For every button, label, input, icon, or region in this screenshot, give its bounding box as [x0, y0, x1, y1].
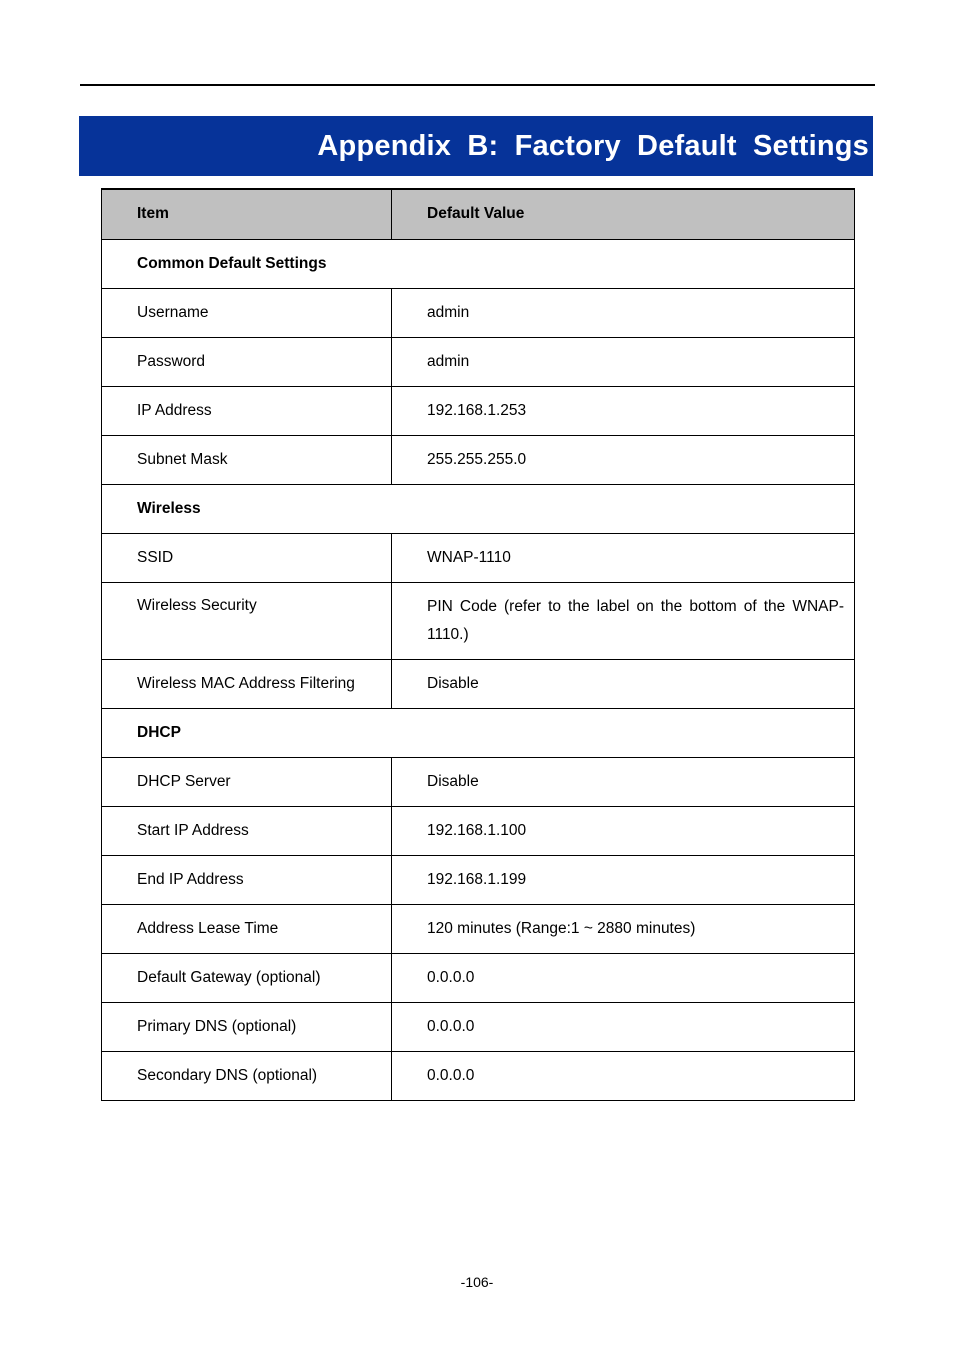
section-title: Wireless: [102, 484, 855, 533]
title-banner: [79, 116, 873, 176]
item-cell: SSID: [102, 533, 392, 582]
item-cell: Wireless Security: [102, 582, 392, 659]
factory-defaults-table: [101, 188, 855, 1101]
item-cell: Secondary DNS (optional): [102, 1051, 392, 1100]
item-cell: IP Address: [102, 386, 392, 435]
value-cell: WNAP-1110: [392, 533, 855, 582]
value-cell: 192.168.1.199: [392, 855, 855, 904]
section-title: Common Default Settings: [102, 239, 855, 288]
table-row: [102, 582, 855, 659]
section-row-wireless: [102, 484, 855, 533]
value-cell: 192.168.1.253: [392, 386, 855, 435]
value-cell: admin: [392, 337, 855, 386]
section-title: DHCP: [102, 708, 855, 757]
value-cell: 192.168.1.100: [392, 806, 855, 855]
table-row: [102, 435, 855, 484]
table-row: [102, 904, 855, 953]
value-cell: 0.0.0.0: [392, 1002, 855, 1051]
table-row: [102, 288, 855, 337]
table-row: [102, 1051, 855, 1100]
table-row: [102, 1002, 855, 1051]
item-cell: Address Lease Time: [102, 904, 392, 953]
column-header-item: Item: [102, 189, 392, 239]
section-row-common: [102, 239, 855, 288]
value-cell: Disable: [392, 757, 855, 806]
table-row: [102, 806, 855, 855]
column-header-default-value: Default Value: [392, 189, 855, 239]
value-cell: 255.255.255.0: [392, 435, 855, 484]
value-cell: 0.0.0.0: [392, 1051, 855, 1100]
table-row: [102, 337, 855, 386]
table-row: [102, 659, 855, 708]
item-cell: Start IP Address: [102, 806, 392, 855]
value-cell: PIN Code (refer to the label on the bottom of the WNAP-1110.): [392, 582, 855, 659]
page-title: Appendix B: Factory Default Settings: [317, 129, 869, 162]
top-rule: [80, 84, 875, 86]
item-cell: End IP Address: [102, 855, 392, 904]
table-row: [102, 533, 855, 582]
value-cell: Disable: [392, 659, 855, 708]
item-cell: Username: [102, 288, 392, 337]
page-number: -106-: [460, 1274, 494, 1290]
section-row-dhcp: [102, 708, 855, 757]
table-row: [102, 386, 855, 435]
item-cell: DHCP Server: [102, 757, 392, 806]
value-cell: admin: [392, 288, 855, 337]
table-row: [102, 855, 855, 904]
item-cell: Password: [102, 337, 392, 386]
table-row: [102, 757, 855, 806]
value-cell: 120 minutes (Range:1 ~ 2880 minutes): [392, 904, 855, 953]
table-row: [102, 953, 855, 1002]
table-header-row: [102, 189, 855, 239]
item-cell: Default Gateway (optional): [102, 953, 392, 1002]
item-cell: Subnet Mask: [102, 435, 392, 484]
item-cell: Wireless MAC Address Filtering: [102, 659, 392, 708]
item-cell: Primary DNS (optional): [102, 1002, 392, 1051]
value-cell: 0.0.0.0: [392, 953, 855, 1002]
